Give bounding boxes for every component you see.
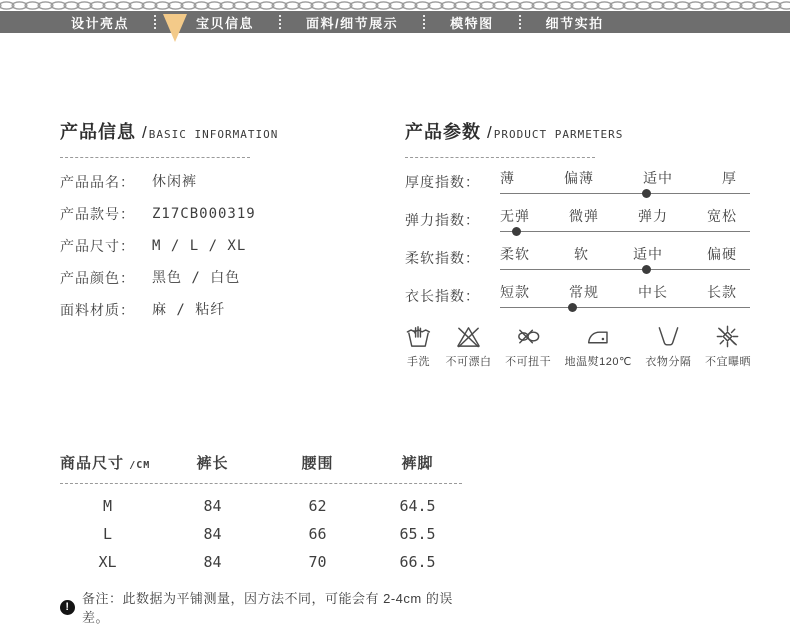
info-row-label: 产品颜色： <box>60 270 135 286</box>
parameter-option: 短款 <box>500 284 530 300</box>
parameter-option: 常规 <box>569 284 599 300</box>
parameter-track-line <box>500 193 750 198</box>
parameter-option: 适中 <box>633 246 663 262</box>
parameter-index-track <box>500 209 750 236</box>
care-instruction-label: 衣物分隔 <box>645 356 692 368</box>
parameter-option: 偏硬 <box>707 246 737 262</box>
nav-item-label: 面料/细节展示 <box>306 15 399 31</box>
size-table-title: 商品尺寸 <box>60 455 125 472</box>
parameter-level-dot-icon <box>642 189 651 198</box>
measurement-cell: 64.5 <box>399 497 436 515</box>
size-table-row <box>60 548 472 576</box>
parameter-option: 厚 <box>722 170 737 186</box>
basic-info-title-cn: 产品信息 <box>60 122 136 142</box>
measurement-cell: 66 <box>308 525 327 543</box>
parameter-option: 柔软 <box>500 246 530 262</box>
care-instruction <box>705 323 751 369</box>
info-row-value: M / L / XL <box>152 238 247 254</box>
parameter-index-track <box>500 285 750 312</box>
navbar <box>0 11 790 33</box>
basic-info-section <box>60 118 395 335</box>
parameter-index-row <box>405 209 755 236</box>
parameter-option: 适中 <box>643 170 673 186</box>
info-row-label: 面料材质： <box>60 302 135 318</box>
parameter-option: 中长 <box>638 284 668 300</box>
nav-item-item-info[interactable] <box>156 11 279 33</box>
slash-divider: / <box>487 123 492 142</box>
parameter-index-label: 厚度指数： <box>405 174 480 190</box>
size-note <box>60 588 472 626</box>
parameters-header <box>405 118 755 144</box>
size-table-column-header: 腰围 <box>301 455 334 472</box>
parameter-level-dot-icon <box>642 265 651 274</box>
care-instruction <box>446 323 492 369</box>
size-table-body <box>60 492 472 576</box>
care-instruction-label: 不可漂白 <box>445 356 492 368</box>
size-table <box>60 452 472 626</box>
nav-item-label: 模特图 <box>450 15 494 31</box>
parameter-level-dot-icon <box>568 303 577 312</box>
size-table-column-header: 裤脚 <box>401 455 434 472</box>
parameter-index-row <box>405 171 755 198</box>
size-table-unit: /CM <box>129 460 151 471</box>
care-instruction-label: 不可扭干 <box>505 356 552 368</box>
dashed-divider <box>405 157 595 158</box>
measurement-cell: 62 <box>308 497 327 515</box>
dashed-divider <box>60 157 250 158</box>
care-instruction-label: 手洗 <box>407 356 430 368</box>
size-table-row <box>60 492 472 520</box>
chain-border-decoration <box>0 0 790 11</box>
nav-item-label: 细节实拍 <box>545 15 604 31</box>
parameter-option: 微弹 <box>569 208 599 224</box>
hand-wash-icon <box>405 323 432 350</box>
measurement-cell: 84 <box>203 497 222 515</box>
info-row-label: 产品尺寸： <box>60 238 135 254</box>
parameter-index-track <box>500 247 750 274</box>
measurement-cell: 84 <box>203 553 222 571</box>
active-tab-marker-icon <box>163 14 187 42</box>
basic-info-title-en: BASIC INFORMATION <box>148 128 279 141</box>
parameter-option: 宽松 <box>707 208 737 224</box>
info-row <box>60 239 395 254</box>
parameter-option: 软 <box>574 246 589 262</box>
parameter-index-label: 衣长指数： <box>405 288 480 304</box>
size-table-header <box>60 452 472 473</box>
dashed-divider <box>60 483 462 484</box>
info-row-label: 产品品名： <box>60 174 135 190</box>
info-row-value: Z17CB000319 <box>152 206 256 222</box>
size-cell: M <box>102 497 113 515</box>
nav-item-label: 宝贝信息 <box>196 15 255 31</box>
measurement-cell: 70 <box>308 553 327 571</box>
parameter-index-track <box>500 171 750 198</box>
separate-wash-icon <box>655 323 682 350</box>
parameters-title-en: PRODUCT PARMETERS <box>493 128 624 141</box>
info-row <box>60 207 395 222</box>
parameter-option: 弹力 <box>638 208 668 224</box>
parameter-index-label: 柔软指数： <box>405 250 480 266</box>
parameter-track-line <box>500 231 750 236</box>
size-cell: XL <box>98 553 117 571</box>
care-instruction <box>645 323 691 369</box>
nav-item-model-photos[interactable] <box>425 11 519 33</box>
measurement-cell: 84 <box>203 525 222 543</box>
info-row-label: 产品款号： <box>60 206 135 222</box>
parameter-index-options <box>500 285 750 300</box>
size-table-row <box>60 520 472 548</box>
care-instruction <box>565 323 632 369</box>
care-instruction <box>405 323 432 369</box>
size-table-title-cell <box>60 452 155 473</box>
size-table-column-header: 裤长 <box>196 455 229 472</box>
exclamation-icon: ! <box>60 600 75 615</box>
parameter-index-options <box>500 209 750 224</box>
low-iron-icon <box>585 323 612 350</box>
info-row <box>60 271 395 286</box>
no-bleach-icon <box>455 323 482 350</box>
slash-divider: / <box>142 123 147 142</box>
parameter-index-rows <box>405 171 755 312</box>
care-icons-row <box>405 323 751 369</box>
parameters-section <box>405 118 755 369</box>
care-instruction-label: 不宜曝晒 <box>704 356 751 368</box>
parameter-index-options <box>500 171 750 186</box>
basic-info-rows <box>60 175 395 318</box>
care-instruction <box>505 323 551 369</box>
size-cell: L <box>102 525 113 543</box>
parameter-level-dot-icon <box>512 227 521 236</box>
parameter-index-row <box>405 247 755 274</box>
no-sun-icon <box>714 323 741 350</box>
info-row-value: 黑色 / 白色 <box>152 270 241 286</box>
nav-item-fabric-details[interactable] <box>281 11 423 33</box>
parameter-option: 薄 <box>500 170 515 186</box>
info-row <box>60 175 395 190</box>
measurement-cell: 66.5 <box>399 553 436 571</box>
info-row-value: 休闲裤 <box>152 174 197 190</box>
nav-item-label: 设计亮点 <box>71 15 130 31</box>
size-note-text: 备注：此数据为平铺测量，因方法不同，可能会有 2-4cm 的误差。 <box>82 591 453 625</box>
basic-info-header <box>60 118 395 144</box>
parameter-option: 偏薄 <box>564 170 594 186</box>
nav-item-detail-shots[interactable] <box>521 11 629 33</box>
info-row <box>60 303 395 318</box>
parameter-track-line <box>500 269 750 274</box>
care-instruction-label: 地温熨120℃ <box>564 356 632 368</box>
parameters-title-cn: 产品参数 <box>405 122 481 142</box>
parameter-index-options <box>500 247 750 262</box>
parameter-index-row <box>405 285 755 312</box>
info-row-value: 麻 / 粘纤 <box>152 302 226 318</box>
parameter-option: 长款 <box>707 284 737 300</box>
parameter-track-line <box>500 307 750 312</box>
nav-item-design-highlights[interactable] <box>46 11 154 33</box>
parameter-option: 无弹 <box>500 208 530 224</box>
no-wring-icon <box>515 323 542 350</box>
parameter-index-label: 弹力指数： <box>405 212 480 228</box>
measurement-cell: 65.5 <box>399 525 436 543</box>
